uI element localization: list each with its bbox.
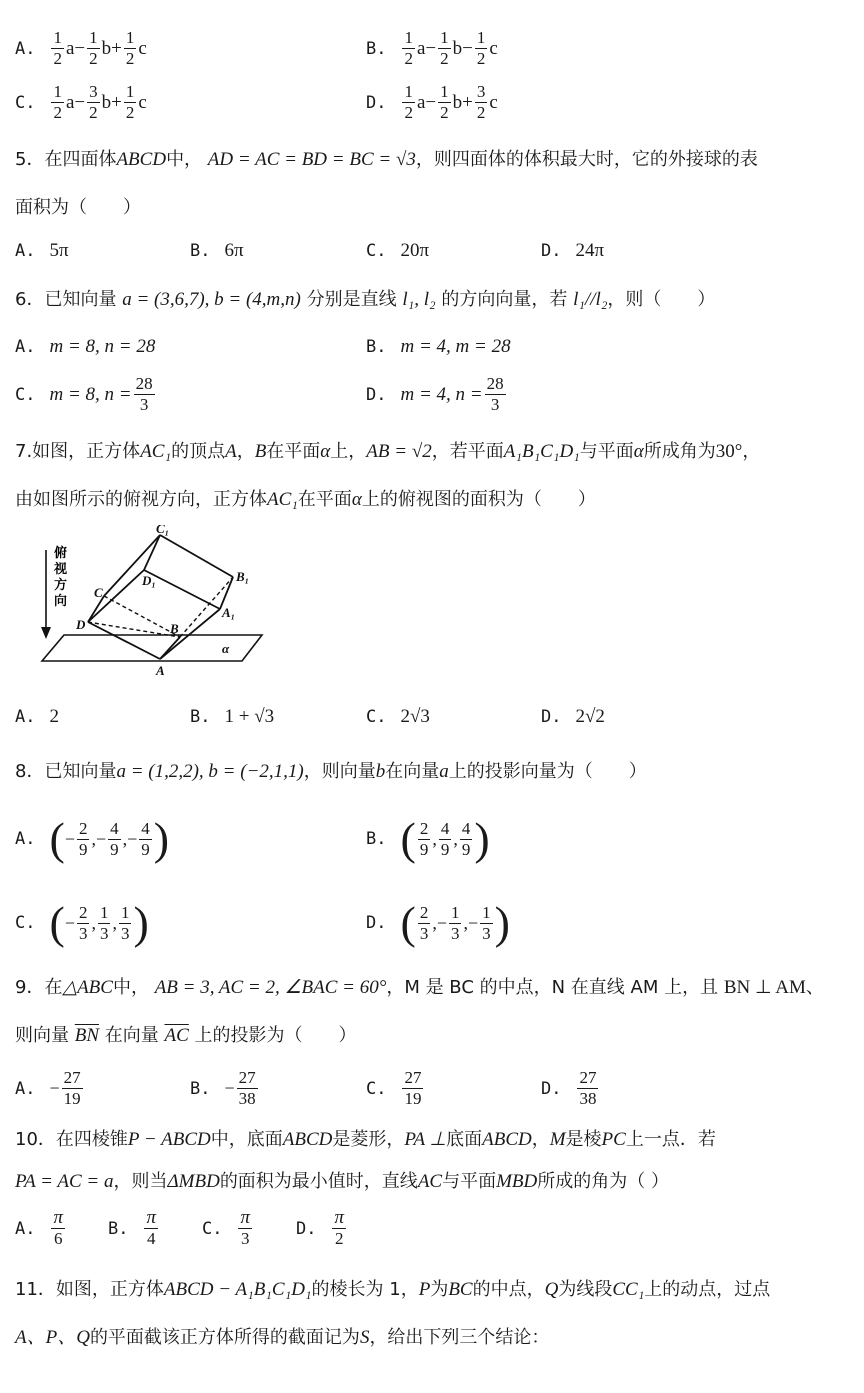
q8-stem: 8．已知向量a = (1,2,2), b = (−2,1,1)，则向量b在向量a上的投影向量为（ ）: [15, 761, 647, 782]
q10-option-d[interactable]: D. $\frac{\pi}{2}$: [296, 1207, 345, 1248]
q5-option-b[interactable]: B. 6π: [190, 240, 244, 261]
cube-projection-figure: [20, 525, 270, 685]
label-a: A: [156, 663, 165, 678]
q6-stem: 6．已知向量 a = (3,6,7), b = (4,m,n) 分别是直线 l₁, l₂ 的方向向量，若 l₁//l₂，则（ ）: [15, 289, 716, 310]
label-c: C: [94, 585, 103, 600]
q5-stem-line1: 5．在四面体ABCD中， AD = AC = BD = BC = √3，则四面体的体积最大时，它的外接球的表: [15, 149, 758, 170]
q8-option-b[interactable]: B. ( $\frac{2}{9}$ , $\frac{4}{9}$ , $\frac{4}{9}$ ): [366, 813, 490, 864]
q8-option-a[interactable]: A. ( − $\frac{2}{9}$ , − $\frac{4}{9}$ , − $\frac{4}{9}$ ): [15, 813, 170, 864]
view-label-4: 向: [54, 594, 68, 609]
label-d1: D₁: [142, 573, 156, 588]
q4-option-b[interactable]: B. $\frac{1}{2}$ a − $\frac{1}{2}$ b − $\frac{1}{2}$ c: [366, 28, 498, 68]
label-a1: A₁: [222, 605, 236, 620]
label-alpha: α: [222, 641, 230, 656]
q9-option-c[interactable]: C. $\frac{27}{19}$: [366, 1068, 422, 1108]
q7-option-b[interactable]: B. 1 + √3: [190, 706, 275, 727]
q4-option-a[interactable]: A. $\frac{1}{2}$ a − $\frac{1}{2}$ b + $\frac{1}{2}$ c: [15, 28, 147, 68]
q9-option-a[interactable]: A. − $\frac{27}{19}$: [15, 1068, 81, 1108]
view-label-1: 俯: [54, 546, 68, 561]
q7-option-d[interactable]: D. 2√2: [541, 706, 605, 727]
q8-option-c[interactable]: C. ( − $\frac{2}{3}$ , $\frac{1}{3}$ , $\frac{1}{3}$ ): [15, 897, 149, 948]
q6-option-a[interactable]: A. m = 8, n = 28: [15, 336, 156, 357]
label-d: D: [76, 617, 86, 632]
q10-stem-line2: PA = AC = a，则当ΔMBD的面积为最小值时，直线AC与平面MBD所成的角为（ ）: [15, 1171, 669, 1192]
q4-option-c[interactable]: C. $\frac{1}{2}$ a − $\frac{3}{2}$ b + $\frac{1}{2}$ c: [15, 82, 147, 122]
q6-option-d[interactable]: D. m = 4, n = $\frac{28}{3}$: [366, 374, 504, 414]
label-b: B: [170, 621, 179, 636]
view-label-2: 视: [54, 562, 68, 577]
q7-option-a[interactable]: A. 2: [15, 706, 59, 727]
q7-option-c[interactable]: C. 2√3: [366, 706, 430, 727]
q6-option-b[interactable]: B. m = 4, m = 28: [366, 336, 511, 357]
q6-option-c[interactable]: C. m = 8, n = $\frac{28}{3}$: [15, 374, 153, 414]
label-b1: B₁: [236, 569, 250, 584]
q9-option-d[interactable]: D. $\frac{27}{38}$: [541, 1068, 597, 1108]
q9-stem-line2: 则向量 $\overline{BN}$ 在向量 $\overline{AC}$ 上的投影为（ ）: [15, 1025, 357, 1046]
q5-option-d[interactable]: D. 24π: [541, 240, 605, 261]
q10-option-c[interactable]: C. $\frac{\pi}{3}$: [202, 1207, 251, 1248]
q11-stem-line2: A、P、Q的平面截该正方体所得的截面记为S，给出下列三个结论：: [15, 1327, 550, 1348]
q4-option-d[interactable]: D. $\frac{1}{2}$ a − $\frac{1}{2}$ b + $\frac{3}{2}$ c: [366, 82, 498, 122]
q10-option-b[interactable]: B. $\frac{\pi}{4}$: [108, 1207, 157, 1248]
q7-stem-line2: 由如图所示的俯视方向，正方体AC₁在平面α上的俯视图的面积为（ ）: [15, 489, 596, 510]
q11-stem-line1: 11．如图，正方体ABCD − A₁B₁C₁D₁的棱长为 1，P为BC的中点，Q为线段CC₁上的动点，过点: [15, 1279, 771, 1300]
q10-option-a[interactable]: A. $\frac{\pi}{6}$: [15, 1207, 64, 1248]
q9-stem-line1: 9．在△ABC中， AB = 3, AC = 2, ∠BAC = 60°，M 是 BC 的中点，N 在直线 AM 上，且 BN ⊥ AM、: [15, 977, 824, 998]
q9-option-b[interactable]: B. − $\frac{27}{38}$: [190, 1068, 256, 1108]
q10-stem-line1: 10．在四棱锥P − ABCD中，底面ABCD是菱形，PA ⊥底面ABCD，M是棱PC上一点．若: [15, 1129, 716, 1150]
q5-option-c[interactable]: C. 20π: [366, 240, 430, 261]
view-label-3: 方: [54, 578, 68, 593]
q7-stem-line1: 7.如图，正方体AC₁的顶点A，B在平面α上，AB = √2，若平面A₁B₁C₁D₁与平面α所成角为30°，: [15, 441, 761, 462]
label-c1: C₁: [156, 525, 170, 536]
q5-stem-line2: 面积为（ ）: [15, 197, 141, 218]
q5-option-a[interactable]: A. 5π: [15, 240, 69, 261]
q8-option-d[interactable]: D. ( $\frac{2}{3}$ , − $\frac{1}{3}$ , − $\frac{1}{3}$ ): [366, 897, 510, 948]
